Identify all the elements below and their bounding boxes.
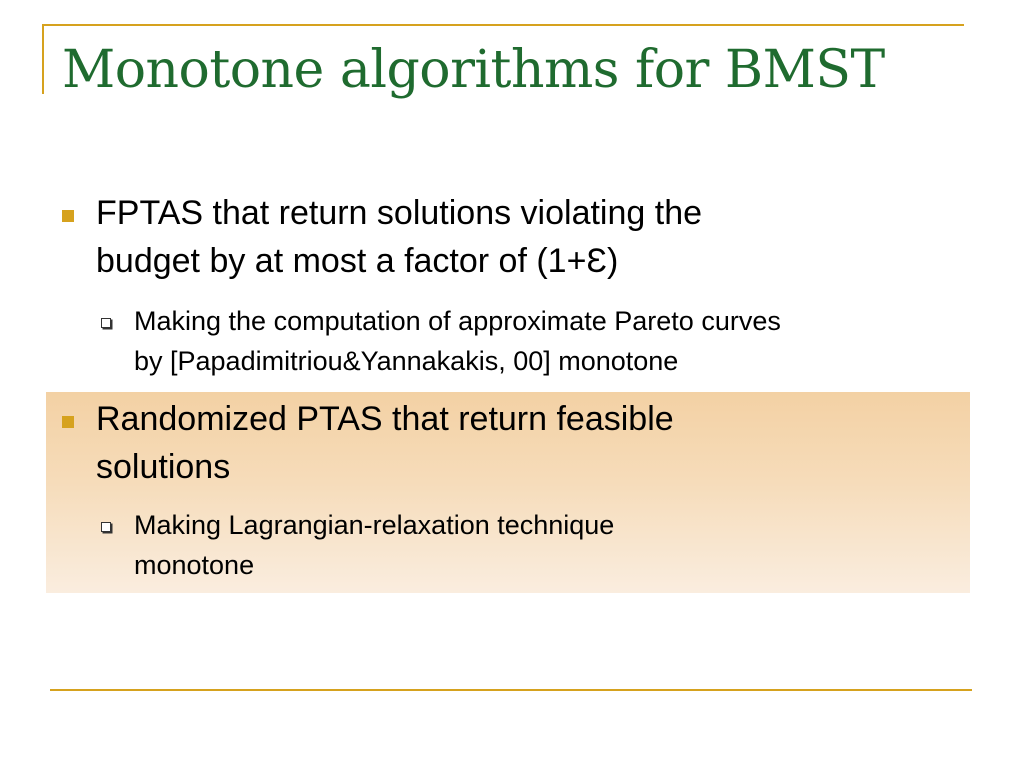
hollow-square-bullet-icon [101, 522, 111, 532]
frame-bottom-rule [50, 689, 972, 691]
bullet-2-sub-text [134, 505, 614, 585]
bullet-1-line-1: FPTAS that return solutions violating the [96, 194, 703, 232]
bullet-2-sub-line-2: monotone [134, 550, 255, 580]
bullet-1-sub-line-2: by [Papadimitriou&Yannakakis, 00] monotone [134, 346, 679, 376]
bullet-1-text [96, 189, 702, 285]
bullet-1-line-2: budget by at most a factor of (1+Ɛ) [96, 242, 619, 280]
bullet-1-sub-text [134, 301, 781, 381]
filled-square-bullet-icon [62, 210, 74, 222]
filled-square-bullet-icon [62, 416, 74, 428]
bullet-2-sub-line-1: Making Lagrangian-relaxation technique [134, 510, 615, 540]
hollow-square-bullet-icon [101, 318, 111, 328]
frame-left-rule [42, 24, 44, 94]
slide-title: Monotone algorithms for BMST [62, 40, 885, 100]
bullet-2-text [96, 395, 674, 491]
bullet-2-line-1: Randomized PTAS that return feasible [96, 400, 674, 438]
bullet-1-sub-line-1: Making the computation of approximate Pareto curves [134, 306, 781, 336]
bullet-2-line-2: solutions [96, 448, 231, 486]
frame-top-rule [42, 24, 964, 26]
